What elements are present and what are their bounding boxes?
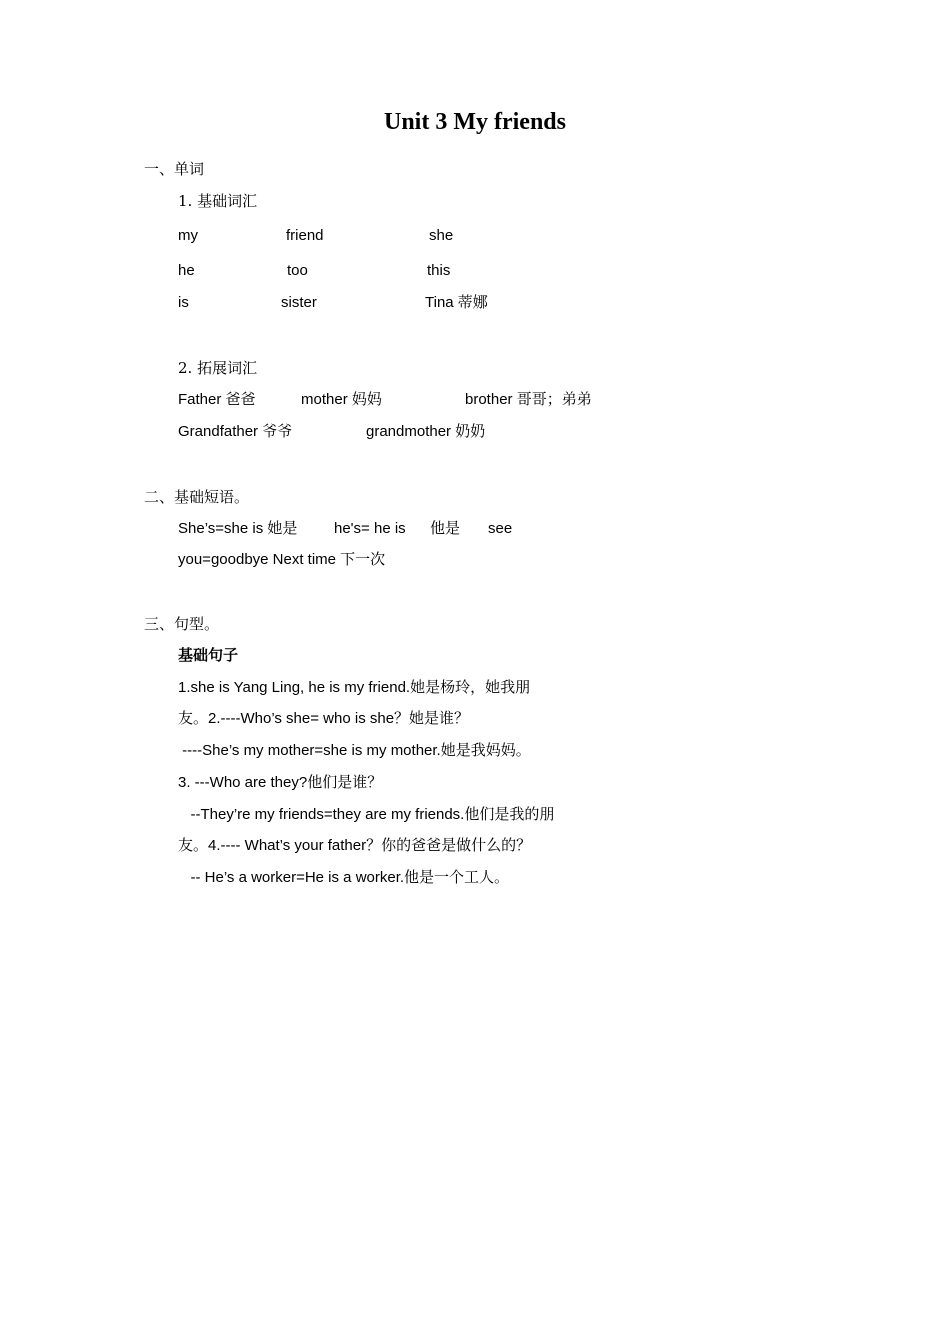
extended-vocab-heading: 2. 拓展词汇 (178, 359, 258, 377)
vocab-word: this (427, 262, 451, 279)
vocab-word: my (178, 227, 198, 244)
sentence-line: 友。2.----Who’s she= who is she？她是谁？ (178, 710, 470, 727)
phrase-line: you=goodbye Next time 下一次 (178, 551, 386, 568)
sentence-line: --They’re my friends=they are my friends.他们是我的朋 (178, 806, 555, 823)
section1-heading: 一、单词 (144, 160, 205, 178)
phrase-text: he's= he is (334, 520, 406, 537)
basic-sentences-heading: 基础句子 (178, 647, 239, 664)
section3-heading: 三、句型。 (144, 615, 220, 633)
vocab-word: sister (281, 294, 317, 311)
sentence-line: ----She’s my mother=she is my mother.她是我妈妈。 (178, 742, 531, 759)
phrase-text: 他是 (430, 520, 461, 537)
vocab-word: he (178, 262, 195, 279)
sentence-line: 1.she is Yang Ling, he is my friend.她是杨玲，她我朋 (178, 679, 531, 696)
vocab-word: Tina 蒂娜 (425, 294, 488, 311)
vocab-word: mother 妈妈 (301, 391, 382, 408)
section2-heading: 二、基础短语。 (144, 488, 250, 506)
phrase-text: see (488, 520, 513, 537)
sentence-line: 友。4.---- What’s your father？你的爸爸是做什么的？ (178, 837, 532, 854)
sentence-line: 3. ---Who are they?他们是谁？ (178, 774, 383, 791)
vocab-word: Grandfather 爷爷 (178, 423, 293, 440)
phrase-text: She’s=she is 她是 (178, 520, 298, 537)
sentence-line: -- He’s a worker=He is a worker.他是一个工人。 (178, 869, 510, 886)
basic-vocab-heading: 1. 基础词汇 (178, 192, 258, 210)
vocab-word: friend (286, 227, 324, 244)
vocab-word: too (287, 262, 308, 279)
vocab-word: she (429, 227, 454, 244)
vocab-word: brother 哥哥；弟弟 (465, 391, 592, 408)
page-title: Unit 3 My friends (384, 109, 566, 135)
vocab-word: Father 爸爸 (178, 391, 256, 408)
vocab-word: is (178, 294, 189, 311)
vocab-word: grandmother 奶奶 (366, 423, 486, 440)
